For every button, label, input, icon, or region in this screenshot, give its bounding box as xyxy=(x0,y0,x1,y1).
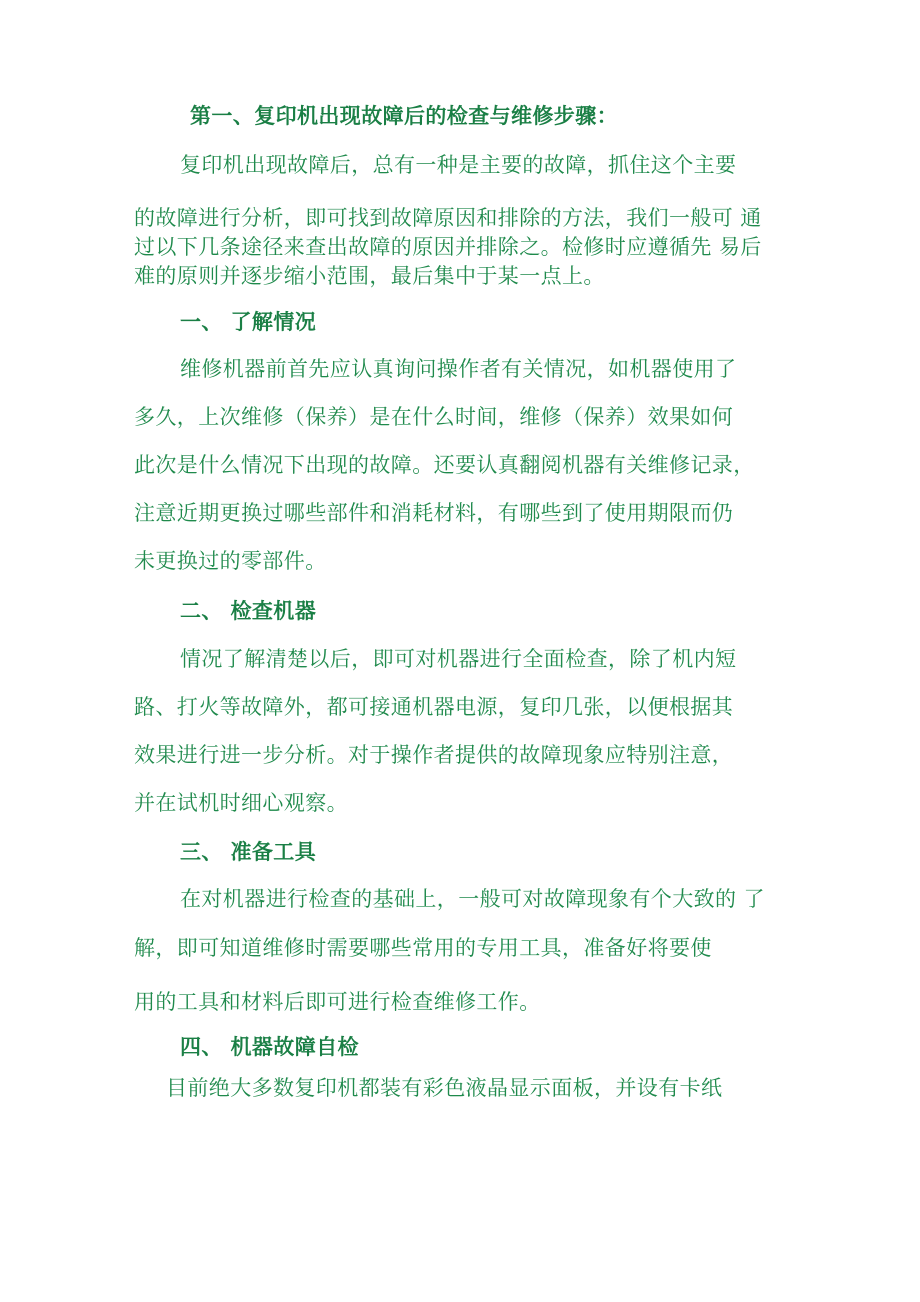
paragraph-line: 用的工具和材料后即可进行检查维修工作。 xyxy=(134,990,541,1014)
paragraph-line: 解，即可知道维修时需要哪些常用的专用工具，准备好将要使 xyxy=(134,936,712,960)
paragraph-line: 在对机器进行检查的基础上，一般可对故障现象有个大致的 了 xyxy=(180,887,765,911)
paragraph-line: 目前绝大多数复印机都装有彩色液晶显示面板，并设有卡纸 xyxy=(166,1076,723,1100)
paragraph-line: 过以下几条途径来查出故障的原因并排除之。检修时应遵循先 易后 xyxy=(134,235,762,259)
paragraph-line: 难的原则并逐步缩小范围，最后集中于某一点上。 xyxy=(134,264,605,288)
paragraph-line: 多久，上次维修（保养）是在什么时间，维修（保养）效果如何 xyxy=(134,405,734,429)
paragraph-line: 复印机出现故障后，总有一种是主要的故障，抓住这个主要 xyxy=(180,153,737,177)
paragraph-line: 效果进行进一步分析。对于操作者提供的故障现象应特别注意， xyxy=(134,743,734,767)
section-heading-self-check: 四、 机器故障自检 xyxy=(180,1034,359,1059)
paragraph-line: 并在试机时细心观察。 xyxy=(134,791,348,815)
paragraph-line: 此次是什么情况下出现的故障。还要认真翻阅机器有关维修记录， xyxy=(134,453,755,477)
paragraph-line: 的故障进行分析，即可找到故障原因和排除的方法，我们一般可 通 xyxy=(134,206,762,230)
paragraph-line: 情况了解清楚以后，即可对机器进行全面检查，除了机内短 xyxy=(180,647,737,671)
paragraph-line: 维修机器前首先应认真询问操作者有关情况，如机器使用了 xyxy=(180,357,737,381)
section-heading-understand-situation: 一、 了解情况 xyxy=(180,309,317,334)
paragraph-line: 注意近期更换过哪些部件和消耗材料，有哪些到了使用期限而仍 xyxy=(134,501,734,525)
section-heading-prepare-tools: 三、 准备工具 xyxy=(180,839,317,864)
section-heading-inspect-machine: 二、 检查机器 xyxy=(180,598,317,623)
paragraph-line: 未更换过的零部件。 xyxy=(134,549,327,573)
document-title: 第一、复印机出现故障后的检查与维修步骤： xyxy=(190,103,618,128)
paragraph-line: 路、打火等故障外，都可接通机器电源，复印几张，以便根据其 xyxy=(134,695,734,719)
